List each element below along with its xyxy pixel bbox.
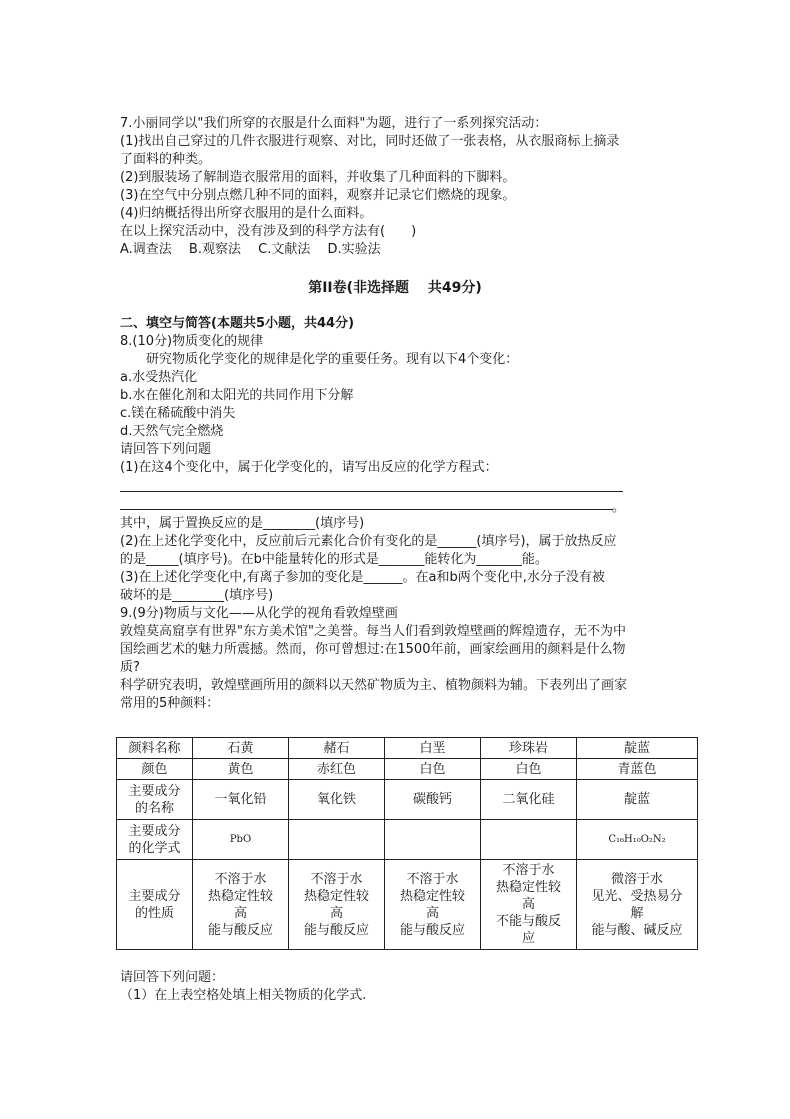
table-cell: 氧化铁: [289, 780, 385, 820]
table-cell: [385, 860, 481, 950]
prop-line: 不溶于水: [214, 871, 267, 887]
prop-line: 热稳定性较: [207, 888, 273, 904]
table-cell: [481, 860, 577, 950]
prop-line: 热稳定性较: [495, 880, 561, 895]
q8-sub1: (1)在这4个变化中，属于化学变化的，请写出反应的化学方程式：: [120, 460, 498, 475]
header-cell: 珍珠岩: [481, 738, 577, 759]
q8-item-d: d.天然气完全燃烧: [120, 424, 224, 439]
prop-line: 微溶于水: [610, 871, 663, 887]
table-cell: 白色: [481, 759, 577, 780]
table-cell: 赤红色: [289, 759, 385, 780]
q9-para2-cont: 常用的5种颜料：: [120, 696, 220, 711]
prop-line: 不能与酸反: [495, 914, 561, 929]
table-row-props: [117, 860, 698, 950]
q9-sub1: （1）在上表空格处填上相关物质的化学式.: [120, 988, 367, 1003]
table-cell: 靛蓝: [577, 780, 698, 820]
prop-line: 不溶于水: [406, 871, 459, 887]
formula-blank-cell[interactable]: [289, 820, 385, 860]
prop-line: 见光、受热易分: [591, 888, 683, 904]
row-label-line: 主要成分: [128, 888, 181, 904]
q7-step2: (2)到服装场了解制造衣服常用的面料，并收集了几种面料的下脚料。: [120, 170, 516, 185]
row-label: 颜色: [117, 759, 193, 780]
q8-item-c: c.镁在稀硫酸中消失: [120, 406, 236, 421]
q8-sub2-cont: 的是_____(填序号)。在b中能量转化的形式是_______能转化为_______能。: [120, 552, 548, 567]
row-label-line: 主要成分: [128, 783, 181, 799]
section-title: 第II卷(非选择题 共49分): [308, 280, 482, 296]
q8-sub2: (2)在上述化学变化中，反应前后元素化合价有变化的是______(填序号)，属于放热反应: [120, 534, 617, 549]
q8-item-a: a.水受热汽化: [120, 370, 198, 385]
prop-line: 能与酸反应: [303, 922, 369, 938]
prop-line: 热稳定性较: [399, 888, 465, 904]
answer-line-2[interactable]: [120, 509, 613, 510]
header-cell: 石黄: [193, 738, 289, 759]
part2-title: 二、填空与简答(本题共5小题，共44分): [120, 316, 355, 331]
formula-blank-cell[interactable]: [385, 820, 481, 860]
q8-sub3-cont: 破坏的是________(填序号): [120, 588, 274, 603]
prop-line: 高: [425, 905, 439, 921]
prop-line: 解: [630, 905, 644, 921]
row-label-line: 主要成分: [128, 823, 181, 839]
row-label: [117, 820, 193, 860]
q7-question: 在以上探究活动中，没有涉及到的科学方法有( ): [120, 224, 417, 239]
q9-para2: 科学研究表明，敦煌壁画所用的颜料以天然矿物质为主、植物颜料为辅。下表列出了画家: [120, 678, 628, 693]
q7-step1: (1)找出自己穿过的几件衣服进行观察、对比，同时还做了一张表格，从衣服商标上摘录: [120, 134, 620, 149]
q8-title: 8.(10分)物质变化的规律: [120, 334, 264, 349]
table-cell: 一氧化铅: [193, 780, 289, 820]
q7-stem: 7.小丽同学以"我们所穿的衣服是什么面料"为题，进行了一系列探究活动：: [120, 116, 548, 131]
pigment-table: [116, 737, 698, 950]
table-row-name: [117, 780, 698, 820]
row-label-line: 的性质: [134, 905, 174, 921]
row-label-line: 的名称: [134, 800, 174, 816]
q7-step4: (4)归纳概括得出所穿衣服用的是什么面料。: [120, 206, 373, 221]
table-row-formula: [117, 820, 698, 860]
table-cell: 黄色: [193, 759, 289, 780]
table-cell: 碳酸钙: [385, 780, 481, 820]
table-header-row: [117, 738, 698, 759]
table-cell: 白色: [385, 759, 481, 780]
row-label-line: 的化学式: [128, 840, 181, 856]
answer-line-1[interactable]: [120, 491, 623, 492]
header-cell: 颜料名称: [117, 738, 193, 759]
header-cell: 赭石: [289, 738, 385, 759]
prop-line: 能与酸、碱反应: [591, 922, 683, 938]
prop-line: 高: [233, 905, 247, 921]
formula-blank-cell[interactable]: [481, 820, 577, 860]
table-cell: 二氧化硅: [481, 780, 577, 820]
q9-para1-end: 质?: [120, 660, 140, 675]
prop-line: 高: [329, 905, 343, 921]
q9-title: 9.(9分)物质与文化——从化学的视角看敦煌壁画: [120, 606, 398, 621]
prop-line: 能与酸反应: [399, 922, 465, 938]
q9-prompt: 请回答下列问题：: [120, 970, 225, 985]
q8-sub3: (3)在上述化学变化中,有离子参加的变化是______。在a和b两个变化中,水分子没有被: [120, 570, 605, 585]
q9-para1-cont: 国绘画艺术的魅力所震撼。然而，你可曾想过:在1500年前，画家绘画用的颜料是什么物: [120, 642, 626, 657]
q8-prompt: 请回答下列问题: [120, 442, 212, 457]
q7-step1-cont: 了面料的种类。: [120, 152, 212, 167]
table-cell: [289, 860, 385, 950]
q9-para1: 敦煌莫高窟享有世界"东方美术馆"之美誉。每当人们看到敦煌壁画的辉煌遗存，无不为中: [120, 624, 626, 639]
header-cell: 靛蓝: [577, 738, 698, 759]
prop-line: 不溶于水: [502, 863, 555, 878]
prop-line: 能与酸反应: [207, 922, 273, 938]
q8-intro: 研究物质化学变化的规律是化学的重要任务。现有以下4个变化：: [146, 352, 519, 367]
prop-line: 高: [521, 897, 535, 912]
table-row-color: [117, 759, 698, 780]
row-label: [117, 780, 193, 820]
formula-cell: C₁₆H₁₀O₂N₂: [577, 820, 698, 860]
prop-line: 不溶于水: [310, 871, 363, 887]
table-cell: 青蓝色: [577, 759, 698, 780]
prop-line: 热稳定性较: [303, 888, 369, 904]
q8-sub1-b: 其中，属于置换反应的是________(填序号): [120, 516, 365, 531]
table-cell: [193, 860, 289, 950]
row-label: [117, 860, 193, 950]
table-cell: [577, 860, 698, 950]
formula-cell: PbO: [193, 820, 289, 860]
q7-options: A.调查法 B.观察法 C.文献法 D.实验法: [120, 242, 381, 257]
q7-step3: (3)在空气中分别点燃几种不同的面料，观察并记录它们燃烧的现象。: [120, 188, 516, 203]
header-cell: 白垩: [385, 738, 481, 759]
answer-line-period: 。: [612, 500, 626, 515]
q8-item-b: b.水在催化剂和太阳光的共同作用下分解: [120, 388, 354, 403]
prop-line: 应: [521, 931, 535, 946]
